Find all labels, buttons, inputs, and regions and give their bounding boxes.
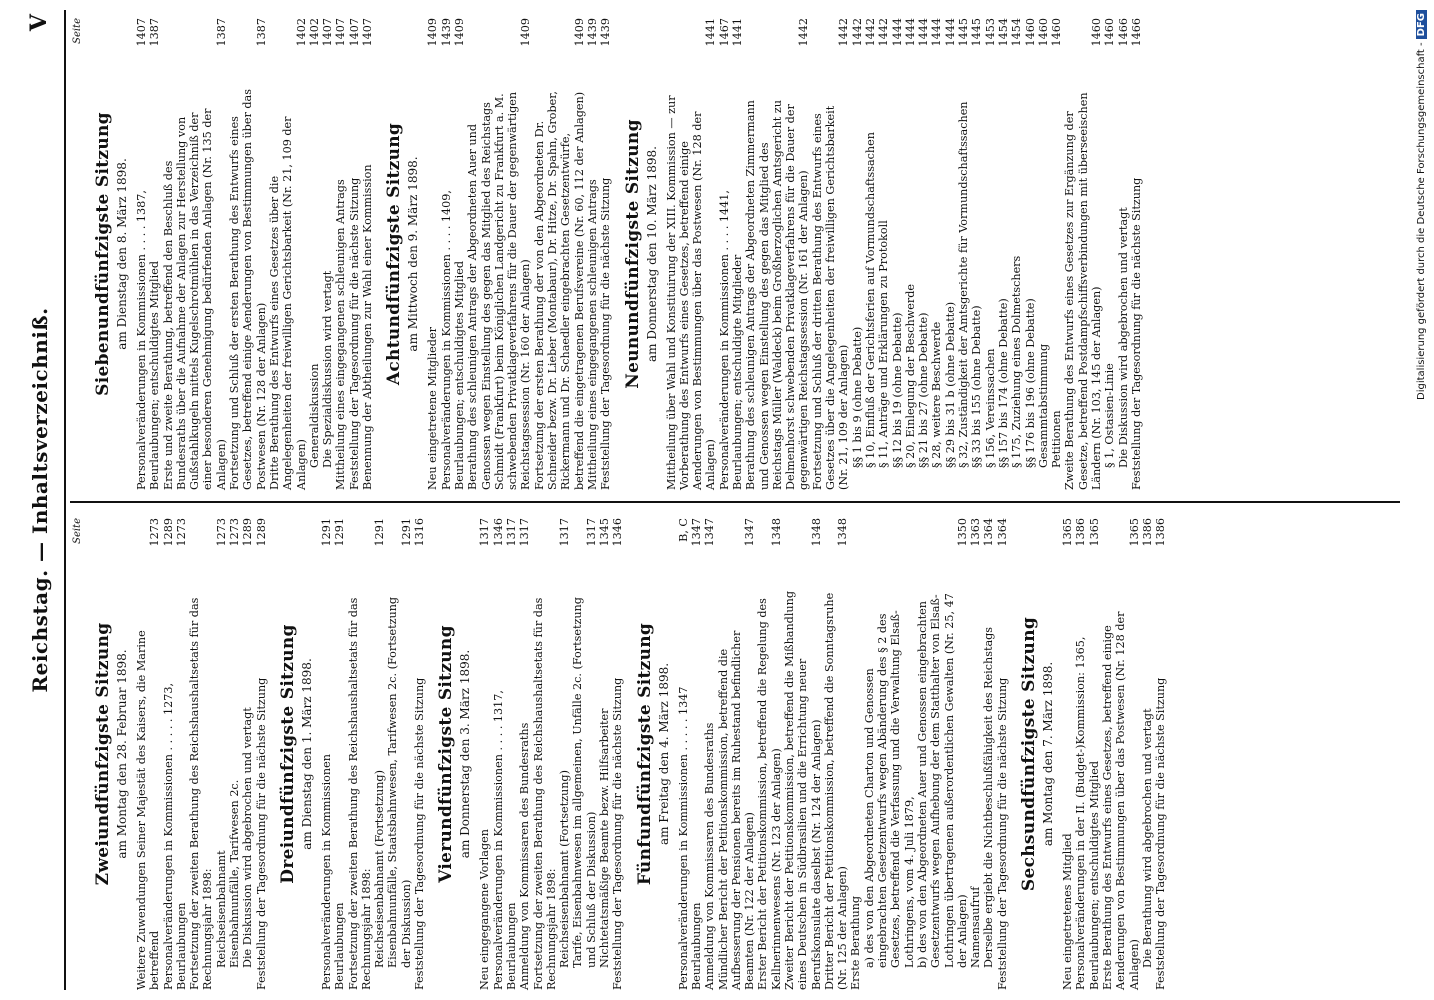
- toc-entry: [1117, 18, 1130, 490]
- section-date: am Freitag den 4. März 1898.: [656, 662, 671, 846]
- toc-entry: [904, 18, 917, 490]
- entry-text: Personalveränderungen in Kommissionen . . . . . 1347: [676, 686, 690, 990]
- entry-page: 1291: [399, 518, 413, 547]
- entry-page: 1387: [214, 18, 228, 47]
- toc-entry: [1141, 518, 1154, 990]
- entry-page: 1442: [863, 18, 877, 47]
- section-title: Dreiundfünfzigste Sitzung: [277, 624, 298, 884]
- entry-page: 1407: [347, 18, 361, 47]
- entry-text: Beurlaubungen; entschuldigtes Mitglied: [1087, 761, 1101, 990]
- entry-text: Fortsetzung der zweiten Berathung des Reichshaushaltsetats für das Rechnungsjahr 1898:: [188, 597, 215, 990]
- entry-page: 1387: [148, 18, 162, 47]
- toc-entry: [1154, 518, 1167, 990]
- toc-entry: [518, 518, 531, 990]
- entry-page: 1346: [611, 518, 625, 547]
- toc-entry: [228, 18, 268, 490]
- entry-text: Feststellung der Tagesordnung für die nächste Sitzung: [599, 177, 613, 490]
- entry-page: 1291: [333, 518, 347, 547]
- entry-page: 1365: [1061, 518, 1075, 547]
- toc-entry: [1010, 18, 1023, 490]
- section-date: am Montag den 7. März 1898.: [1041, 661, 1056, 847]
- toc-entry: [586, 18, 599, 490]
- toc-entry: [334, 18, 347, 490]
- entry-page: 1445: [957, 18, 971, 47]
- entry-text: Fortsetzung und Schluß der dritten Berathung des Entwurfs eines Gesetzes über die Angelegenheiten der freiwilligen Gerichtsbarkeit (Nr. 21, 109 der Anlagen): [810, 105, 851, 490]
- entry-page: 1387: [254, 18, 268, 47]
- dfg-logo: DFG: [1416, 10, 1427, 39]
- toc-entry: [1130, 18, 1143, 490]
- entry-page: 1444: [903, 18, 917, 47]
- toc-entry: [162, 18, 228, 490]
- page-title: Reichstag. — Inhaltsverzeichniß.: [28, 307, 52, 693]
- entry-page: 1460: [1036, 18, 1050, 47]
- entry-page: 1460: [1023, 18, 1037, 47]
- entry-text: Feststellung der Tagesordnung für die nächste Sitzung: [413, 677, 427, 990]
- entry-page: 1289: [254, 518, 268, 547]
- entry-text: Eisenbahnunfälle, Tarifwesen 2c.: [228, 779, 242, 968]
- entry-text: Namensaufruf: [969, 886, 983, 968]
- entry-text: §§ 12 bis 19 (ohne Debatte): [890, 312, 904, 468]
- entry-page: 1350: [955, 518, 969, 547]
- toc-entry: [440, 18, 453, 490]
- entry-text: Reichseisenbahnamt: [214, 850, 228, 968]
- entry-page: 1348: [809, 518, 823, 547]
- entry-page: 1444: [943, 18, 957, 47]
- entry-page: 1347: [743, 518, 757, 547]
- entry-page: 1273: [174, 518, 188, 547]
- entry-page: 1454: [996, 18, 1010, 47]
- entry-page: 1316: [413, 518, 427, 547]
- toc-entry: [969, 518, 982, 990]
- entry-text: Personalveränderungen in der II. (Budget-)Kommission: 1365,: [1074, 636, 1088, 990]
- right-column: [72, 18, 1143, 490]
- toc-entry: [255, 518, 268, 990]
- entry-text: Weitere Zuwendungen Seiner Majestät des Kaisers, die Marine betreffend: [135, 630, 162, 990]
- entry-text: §§ 21 bis 27 (ohne Debatte): [917, 312, 931, 468]
- entry-page: 1409: [519, 18, 533, 47]
- header-rule: [64, 10, 66, 990]
- toc-entry: [677, 518, 690, 990]
- toc-entry: [996, 518, 1009, 990]
- section-date: am Dienstag den 8. März 1898.: [115, 158, 129, 350]
- entry-text: Fortsetzung der zweiten Berathung des Reichshaushaltsetats für das Rechnungsjahr 1898:: [531, 597, 558, 990]
- entry-page: 1348: [836, 518, 850, 547]
- entry-page: 1407: [334, 18, 348, 47]
- toc-entry: [783, 518, 823, 990]
- entry-page: 1407: [321, 18, 335, 47]
- entry-text: §§ 29 bis 31 b (ohne Debatte): [943, 301, 957, 468]
- toc-entry: [811, 18, 851, 490]
- entry-text: Anmeldung von Kommissaren des Bundesraths: [518, 722, 532, 990]
- entry-page: 1402: [307, 18, 321, 47]
- entry-text: Beurlaubungen; entschuldigtes Mitglied: [452, 261, 466, 490]
- digitization-credit: [1416, 10, 1432, 990]
- toc-entry: [308, 18, 321, 490]
- entry-page: 1442: [797, 18, 811, 47]
- entry-page: 1347: [703, 518, 717, 547]
- toc-entry: [373, 518, 386, 990]
- toc-entry: [1037, 18, 1050, 490]
- toc-entry: [148, 18, 161, 490]
- entry-text: Neu eingetretenes Mitglied: [1061, 833, 1075, 990]
- toc-entry: [917, 18, 930, 490]
- entry-page: 1317: [584, 518, 598, 547]
- entry-page: 1409: [452, 18, 466, 47]
- entry-page: 1407: [361, 18, 375, 47]
- entry-text: Erste Berathung: [849, 895, 863, 990]
- entry-text: Feststellung der Tagesordnung für die nächste Sitzung: [1129, 177, 1143, 490]
- entry-text: Mittheilung über Wahl und Konstituirung der XIII. Kommission — zur Vorberathung des Entwurfs eines Gesetzes, betreffend einige Aenderungen von Bestimmungen über das Postwesen (Nr. 128 der Anlagen): [664, 95, 718, 490]
- entry-text: Nichtetatsmäßige Beamte bezw. Hilfsarbeiter: [598, 708, 612, 968]
- entry-text: Mittheilung eines eingegangenen schleunigen Antrags: [334, 179, 348, 490]
- column-divider: [70, 501, 1400, 503]
- entry-text: § 156, Vereinssachen: [983, 348, 997, 468]
- toc-entry: [997, 18, 1010, 490]
- entry-text: Feststellung der Tagesordnung für die nächste Sitzung: [1154, 677, 1168, 990]
- entry-text: Berathung des schleunigen Antrags der Abgeordneten Auer und Genossen wegen Einstellung des gegen das Mitglied des Reichstags Schmidt (Frankfurt) beim Königlichen Landgericht zu Frankfurt a. M. schwebenden Privatklageverfahrens für die Dauer der gegenwärtigen Reichstagssession (Nr. 160 der Anlagen): [466, 91, 533, 490]
- page-header: [20, 10, 60, 990]
- entry-text: §§ 33 bis 155 (ohne Debatte): [970, 305, 984, 468]
- entry-text: Anmeldung von Kommissaren des Bundesraths: [703, 722, 717, 990]
- toc-entry: [333, 518, 346, 990]
- entry-page: 1466: [1129, 18, 1143, 47]
- entry-page: 1317: [518, 518, 532, 547]
- entry-page: 1345: [598, 518, 612, 547]
- toc-entry: [1074, 518, 1087, 990]
- entry-text: Petitionen: [1050, 410, 1064, 468]
- entry-text: Personalveränderungen in Kommissionen . . . . . 1273,: [161, 682, 175, 990]
- entry-text: §§ 176 bis 196 (ohne Debatte): [1023, 298, 1037, 468]
- toc-entry: [957, 18, 970, 490]
- entry-page: 1460: [1050, 18, 1064, 47]
- entry-page: 1441: [704, 18, 718, 47]
- entry-page: 1466: [1116, 18, 1130, 47]
- entry-page: 1444: [917, 18, 931, 47]
- entry-text: § 10, Einfluß der Gerichtsferien auf Vormundschaftssachen: [863, 132, 877, 468]
- entry-page: 1445: [970, 18, 984, 47]
- entry-page: 1317: [478, 518, 492, 547]
- toc-entry: [1063, 18, 1103, 490]
- entry-page: 1273: [214, 518, 228, 547]
- entry-page: 1365: [1087, 518, 1101, 547]
- entry-text: Zweite Berathung des Entwurfs eines Gesetzes zur Ergänzung der Gesetze, betreffend Postdampfschiffsverbindungen mit überseeischen Ländern (Nr. 103, 145 der Anlagen): [1063, 92, 1103, 490]
- toc-entry: [731, 18, 744, 490]
- toc-entry: [571, 518, 598, 990]
- entry-text: Die Berathung wird abgebrochen und vertagt: [1140, 708, 1154, 968]
- toc-entry: [1024, 18, 1037, 490]
- entry-page: 1467: [717, 18, 731, 47]
- toc-entry: [984, 18, 997, 490]
- entry-text: Reichseisenbahnamt (Fortsetzung): [373, 770, 387, 968]
- entry-text: Gesammtabstimmung: [1036, 343, 1050, 468]
- toc-entry: [347, 518, 374, 990]
- toc-entry: [1088, 518, 1101, 990]
- toc-entry: [849, 518, 862, 990]
- section-date: am Montag den 28. Februar 1898.: [115, 649, 129, 859]
- toc-entry: [598, 518, 611, 990]
- toc-entry: [1101, 518, 1141, 990]
- entry-text: Erste Berathung des Entwurfs eines Gesetzes, betreffend einige Aenderungen von Bestimmungen über das Postwesen (Nr. 128 der Anlagen): [1100, 611, 1141, 990]
- seite-label: Seite: [72, 518, 83, 544]
- toc-entry: [690, 518, 703, 990]
- toc-entry: [320, 518, 333, 990]
- entry-text: § 32, Zuständigkeit der Amtsgerichte für Vormundschaftssachen: [957, 101, 971, 468]
- entry-page: 1439: [439, 18, 453, 47]
- section-date: am Dienstag den 1. März 1898.: [299, 658, 314, 850]
- entry-page: 1386: [1074, 518, 1088, 547]
- entry-text: Mündlicher Bericht der Petitionskommission, betreffend die Aufbesserung der Pensionen bereits im Ruhestand befindlicher Beamten (Nr. 122 der Anlagen): [716, 630, 757, 990]
- entry-page: 1386: [1140, 518, 1154, 547]
- toc-entry: [492, 518, 505, 990]
- toc-entry: [532, 518, 559, 990]
- entry-page: 1442: [850, 18, 864, 47]
- toc-entry: [162, 518, 175, 990]
- entry-page: 1291: [373, 518, 387, 547]
- toc-entry: [478, 518, 491, 990]
- entry-text: Beurlaubungen: [333, 902, 347, 990]
- entry-text: Neu eingegangene Vorlagen: [478, 829, 492, 990]
- entry-page: 1453: [983, 18, 997, 47]
- entry-text: b) des von den Abgeordneten Auer und Genossen eingebrachten Gesetzentwurfs wegen Aufhebung der dem Statthalter von Elsaß-Lothringen übertragenen außerordentlichen Gewalten (Nr. 25, 47 der Anlagen): [915, 593, 969, 968]
- entry-text: Fortsetzung und Schluß der ersten Berathung des Entwurfs eines Gesetzes, betreffend einige Aenderungen von Bestimmungen über das Postwesen (Nr. 128 der Anlagen): [228, 89, 268, 490]
- section-date: am Mittwoch den 9. März 1898.: [406, 156, 421, 352]
- toc-entry: [877, 18, 890, 490]
- toc-entry: [891, 18, 904, 490]
- section-title: Vierundfünfzigste Sitzung: [436, 625, 457, 883]
- toc-entry: [188, 518, 215, 990]
- toc-entry: [175, 518, 188, 990]
- entry-page: 1439: [599, 18, 613, 47]
- entry-page: 1460: [1090, 18, 1103, 47]
- toc-entry: [665, 18, 718, 490]
- entry-text: Beurlaubungen: [689, 902, 703, 990]
- section-title: Neunundfünfzigste Sitzung: [622, 119, 643, 389]
- entry-text: Die Diskussion wird abgebrochen und vertagt: [1116, 207, 1130, 468]
- entry-page: 1365: [1127, 518, 1141, 547]
- toc-entry: [1061, 518, 1074, 990]
- entry-page: 1409: [572, 18, 586, 47]
- section-date: am Donnerstag den 10. März 1898.: [644, 146, 659, 363]
- toc-entry: [717, 518, 757, 990]
- entry-text: Feststellung der Tagesordnung für die nächste Sitzung: [347, 177, 361, 490]
- seite-label: Seite: [72, 18, 83, 44]
- entry-text: Personalveränderungen in Kommissionen . . . . 1317,: [491, 690, 505, 990]
- entry-text: Erster Bericht der Petitionskommission, betreffend die Regelung des Kellnerinnenwesens (Nr. 123 der Anlagen): [756, 598, 783, 990]
- toc-entry: [970, 18, 983, 490]
- entry-text: a) des von den Abgeordneten Charton und Genossen eingebrachten Gesetzentwurfs wegen Abänderung des § 2 des Gesetzes, betreffend die Verfassung und die Verwaltung Elsaß-Lothringens, vom 4. Juli 1879,: [862, 610, 916, 968]
- entry-page: 1409: [426, 18, 440, 47]
- toc-entry: [823, 518, 850, 990]
- entry-page: 1364: [995, 518, 1009, 547]
- entry-text: Beurlaubungen; entschuldigtes Mitglied: [148, 261, 162, 490]
- entry-text: § 11, Anträge und Erklärungen zu Protokoll: [877, 220, 891, 468]
- toc-entry: [1103, 18, 1116, 490]
- section-title: Siebenundfünfzigste Sitzung: [93, 112, 113, 396]
- section-title: Achtundfünfzigste Sitzung: [384, 122, 405, 386]
- entry-page: 1454: [1010, 18, 1024, 47]
- entry-text: Beurlaubungen; entschuldigte Mitglieder: [730, 254, 744, 490]
- toc-entry: [228, 518, 241, 990]
- toc-entry: [135, 18, 148, 490]
- entry-text: Generaldiskussion: [307, 363, 321, 468]
- entry-text: Beurlaubungen: [504, 902, 518, 990]
- entry-text: Fortsetzung der ersten Berathung der von den Abgeordneten Dr. Schneider bezw. Dr. Lieber (Montabaur), Dr. Hitze, Dr. Spahn, Grober, Rickermann und Dr. Schaedler eingebrachten Gesetzentwürfe, betreffend die eingetragenen Berufsvereine (Nr. 60, 112 der Anlagen): [532, 91, 586, 490]
- toc-entry: [135, 518, 162, 990]
- entry-text: § 28, weitere Beschwerde: [930, 321, 944, 468]
- entry-page: 1442: [837, 18, 851, 47]
- entry-page: 1402: [294, 18, 308, 47]
- toc-entry: [703, 518, 716, 990]
- toc-entry: [944, 18, 957, 490]
- toc-entry: [599, 18, 612, 490]
- entry-text: Tarife, Eisenbahnwesen im allgemeinen, Unfälle 2c. (Fortsetzung und Schluß der Diskussion): [571, 597, 598, 968]
- entry-text: Derselbe ergiebt die Nichtbeschlußfähigkeit des Reichstags: [982, 626, 996, 968]
- entry-page: 1289: [161, 518, 175, 547]
- page-number: V: [26, 14, 52, 32]
- toc-entry: [558, 518, 571, 990]
- rotated-page: [20, 10, 1400, 990]
- entry-text: Berathung des schleunigen Antrags der Abgeordneten Zimmermann und Genossen wegen Einstellung des gegen das Mitglied des Reichstags Müller (Waldeck) beim Großherzoglichen Amtsgericht zu Delmenhorst schwebenden Privatklageverfahrens für die Dauer der gegenwärtigen Reichstagssession (Nr. 161 der Anlagen): [744, 100, 811, 490]
- entry-page: 1289: [241, 518, 255, 547]
- entry-page: 1347: [689, 518, 703, 547]
- toc-entry: [851, 18, 864, 490]
- toc-entry: [466, 18, 532, 490]
- entry-page: 1291: [319, 518, 333, 547]
- entry-page: 1386: [1154, 518, 1168, 547]
- toc-entry: [413, 518, 426, 990]
- entry-text: Die Spezialdiskussion wird vertagt: [321, 270, 335, 468]
- entry-text: Eisenbahnunfälle, Staatsbahnwesen, Tarifwesen 2c. (Fortsetzung der Diskussion): [386, 596, 413, 968]
- toc-entry: [426, 18, 439, 490]
- entry-text: Mittheilung eines eingegangenen schleunigen Antrags: [585, 179, 599, 490]
- entry-page: 1460: [1103, 18, 1117, 47]
- toc-entry: [386, 518, 413, 990]
- entry-page: 1346: [491, 518, 505, 547]
- entry-page: 1444: [890, 18, 904, 47]
- entry-text: Personalveränderungen in Kommissionen . . . . 1441,: [717, 190, 731, 490]
- toc-entry: [321, 18, 334, 490]
- toc-entry: [744, 18, 810, 490]
- entry-text: §§ 157 bis 174 (ohne Debatte): [996, 298, 1010, 468]
- toc-entry: [241, 518, 254, 990]
- toc-entry: [348, 18, 361, 490]
- entry-page: 1348: [769, 518, 783, 547]
- entry-page: 1441: [730, 18, 744, 47]
- entry-page: 1273: [228, 518, 242, 547]
- entry-text: Neu eingetretene Mitglieder: [426, 327, 440, 490]
- toc-entry: [863, 518, 916, 990]
- toc-entry: [215, 518, 228, 990]
- entry-page: 1273: [148, 518, 162, 547]
- toc-entry: [533, 18, 586, 490]
- entry-text: Zweiter Bericht der Petitionskommission, betreffend die Mißhandlung eines Deutschen in Südbrasilien und die Errichtung neuer Berufskonsulate daselbst (Nr. 124 der Anlagen): [782, 591, 823, 990]
- entry-text: Erste und zweite Berathung, betreffend den Beschluß des Bundesraths über die Aufnahme der Anlagen zur Herstellung von Gußstahlkugeln mittels Kugelschrotmühlen in das Verzeichniß der einer besonderen Genehmigung bedürfenden Anlagen (Nr. 135 der Anlagen): [161, 108, 228, 490]
- toc-entry: [864, 18, 877, 490]
- toc-entry: [268, 18, 308, 490]
- toc-entry: [1050, 18, 1063, 490]
- toc-entry: [453, 18, 466, 490]
- entry-page: 1364: [982, 518, 996, 547]
- entry-text: Beurlaubungen: [174, 902, 188, 990]
- entry-text: Dritte Berathung des Entwurfs eines Gesetzes über die Angelegenheiten der freiwilligen Gerichtsbarkeit (Nr. 21, 109 der Anlagen): [267, 116, 308, 490]
- entry-text: Personalveränderungen in Kommissionen . . . . 1409,: [439, 190, 453, 490]
- entry-text: Feststellung der Tagesordnung für die nächste Sitzung: [611, 677, 625, 990]
- entry-text: Personalveränderungen in Kommissionen: [319, 754, 333, 990]
- entry-text: § 1, Ostasien-Linie: [1103, 363, 1117, 468]
- entry-text: Reichseisenbahnamt (Fortsetzung): [558, 770, 572, 968]
- entry-text: Personalveränderungen in Kommissionen . . . . 1387,: [135, 190, 148, 490]
- entry-page: 1317: [504, 518, 518, 547]
- entry-text: § 175, Zuziehung eines Dolmetschers: [1010, 255, 1024, 468]
- entry-page: 1363: [969, 518, 983, 547]
- entry-text: Benennung der Abtheilungen zur Wahl einer Kommission: [361, 164, 375, 490]
- left-column: [72, 518, 1167, 990]
- entry-page: 1407: [135, 18, 148, 47]
- entry-text: Fortsetzung der zweiten Berathung des Reichshaushaltsetats für das Rechnungsjahr 1898:: [346, 597, 373, 990]
- entry-text: Dritter Bericht der Petitionskommission, betreffend die Sonntagsruhe (Nr. 125 der Anlagen): [822, 592, 850, 990]
- entry-page: 1317: [558, 518, 572, 547]
- toc-entry: [611, 518, 624, 990]
- toc-entry: [718, 18, 731, 490]
- toc-entry: [756, 518, 783, 990]
- section-title: Fünfundfünfzigste Sitzung: [634, 622, 655, 886]
- section-title: Zweiundfünfzigste Sitzung: [93, 622, 113, 886]
- entry-page: B, C: [676, 518, 690, 542]
- section-date: am Donnerstag den 3. März 1898.: [458, 649, 473, 859]
- credit-text: Digitalisierung gefördert durch die Deutsche Forschungsgemeinschaft -: [1416, 42, 1427, 400]
- entry-text: Feststellung der Tagesordnung für die nächste Sitzung: [995, 677, 1009, 990]
- entry-page: 1439: [585, 18, 599, 47]
- entry-text: §§ 1 bis 9 (ohne Debatte): [850, 326, 864, 468]
- entry-text: § 20, Einlegung der Beschwerde: [903, 283, 917, 468]
- entry-text: Die Diskussion wird abgebrochen und vertagt: [241, 707, 255, 968]
- toc-entry: [505, 518, 518, 990]
- entry-text: Feststellung der Tagesordnung für die nächste Sitzung: [254, 677, 268, 990]
- entry-page: 1442: [877, 18, 891, 47]
- toc-entry: [361, 18, 374, 490]
- toc-entry: [916, 518, 969, 990]
- toc-entry: [982, 518, 995, 990]
- entry-page: 1444: [930, 18, 944, 47]
- toc-entry: [930, 18, 943, 490]
- section-title: Sechsundfünfzigste Sitzung: [1019, 616, 1040, 892]
